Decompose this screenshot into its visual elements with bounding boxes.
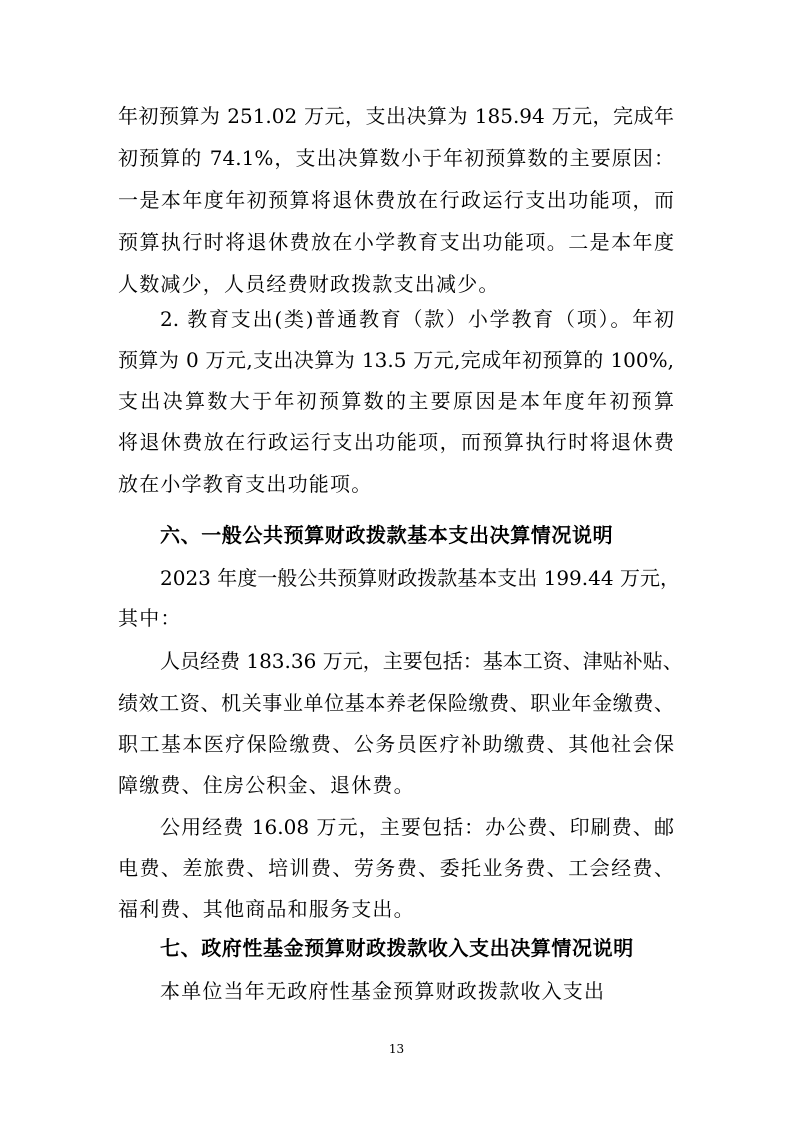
paragraph-line: 预算为 0 万元,支出决算为 13.5 万元,完成年初预算的 100%,	[118, 348, 674, 372]
section-heading-7: 七、政府性基金预算财政拨款收入支出决算情况说明	[160, 936, 634, 960]
paragraph-line: 2023 年度一般公共预算财政拨款基本支出 199.44 万元，	[160, 566, 680, 590]
paragraph-line: 放在小学教育支出功能项。	[118, 472, 373, 496]
page-number: 13	[388, 1042, 405, 1056]
paragraph-line: 福利费、其他商品和服务支出。	[118, 897, 415, 921]
paragraph-line: 电费、差旅费、培训费、劳务费、委托业务费、工会经费、	[118, 856, 674, 880]
paragraph-line: 其中：	[118, 606, 182, 630]
paragraph-line: 职工基本医疗保险缴费、公务员医疗补助缴费、其他社会保	[118, 732, 674, 756]
paragraph-line: 2. 教育支出(类)普通教育（款）小学教育（项）。年初	[160, 307, 674, 331]
section-heading-6: 六、一般公共预算财政拨款基本支出决算情况说明	[160, 523, 614, 547]
paragraph-line: 障缴费、住房公积金、退休费。	[118, 773, 415, 797]
paragraph-line: 公用经费 16.08 万元，主要包括：办公费、印刷费、邮	[160, 815, 674, 839]
paragraph-line: 人数减少，人员经费财政拨款支出减少。	[118, 272, 500, 296]
paragraph-line: 预算执行时将退休费放在小学教育支出功能项。二是本年度	[118, 230, 674, 254]
paragraph-line: 将退休费放在行政运行支出功能项，而预算执行时将退休费	[118, 430, 674, 454]
paragraph-line: 本单位当年无政府性基金预算财政拨款收入支出	[160, 979, 606, 1003]
paragraph-line: 人员经费 183.36 万元，主要包括：基本工资、津贴补贴、	[160, 649, 683, 673]
paragraph-line: 年初预算为 251.02 万元，支出决算为 185.94 万元，完成年	[118, 104, 674, 128]
paragraph-line: 支出决算数大于年初预算数的主要原因是本年度年初预算	[118, 389, 674, 413]
paragraph-line: 初预算的 74.1%，支出决算数小于年初预算数的主要原因：	[118, 146, 674, 170]
paragraph-line: 绩效工资、机关事业单位基本养老保险缴费、职业年金缴费、	[118, 691, 674, 715]
paragraph-line: 一是本年度年初预算将退休费放在行政运行支出功能项，而	[118, 188, 674, 212]
